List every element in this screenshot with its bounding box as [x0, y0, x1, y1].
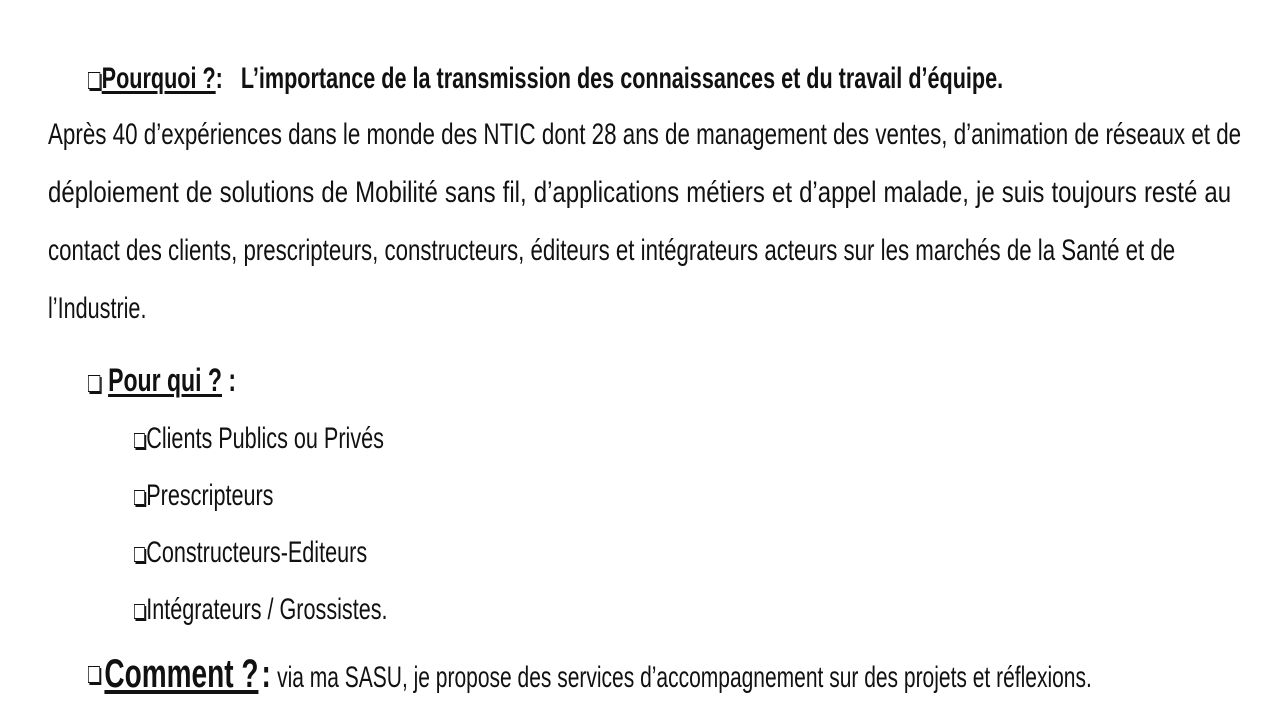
list-item: Prescripteurs: [134, 479, 328, 513]
list-item: Intégrateurs / Grossistes.: [134, 593, 486, 627]
heading-for-whom-colon: :: [228, 362, 237, 398]
heading-why-colon: :: [215, 62, 223, 95]
checkbox-bullet-icon: [134, 490, 145, 505]
heading-for-whom: [88, 362, 294, 399]
checkbox-bullet-icon: [88, 666, 100, 683]
checkbox-bullet-icon: [134, 547, 145, 562]
paragraph-line: contact des clients, prescripteurs, constructeurs, éditeurs et intégrateurs acteurs sur les marchés de la Santé et de: [48, 234, 1176, 267]
paragraph-line: l’Industrie.: [48, 292, 147, 325]
heading-why-title: L’importance de la transmission des connaissances et du travail d’équipe.: [240, 62, 1004, 95]
checkbox-bullet-icon: [134, 433, 145, 448]
paragraph-line: déploiement de solutions de Mobilité sans fil, d’applications métiers et d’appel malade, je suis toujours resté au: [48, 176, 1232, 209]
heading-why-label: Pourquoi ?: [101, 62, 216, 95]
heading-for-whom-label: Pour qui ?: [108, 362, 222, 398]
heading-how-label: Comment ?: [104, 652, 259, 696]
heading-how-text: via ma SASU, je propose des services d’accompagnement sur des projets et réflexions.: [277, 661, 1092, 694]
heading-why: [88, 62, 1280, 96]
paragraph-line: Après 40 d’expériences dans le monde des NTIC dont 28 ans de management des ventes, d’animation de réseaux et de: [48, 118, 1242, 151]
list-item: Clients Publics ou Privés: [134, 422, 481, 456]
checkbox-bullet-icon: [88, 72, 100, 89]
checkbox-bullet-icon: [134, 604, 145, 619]
heading-how: [88, 652, 1280, 697]
checkbox-bullet-icon: [88, 375, 100, 392]
list-item: Constructeurs-Editeurs: [134, 536, 458, 570]
heading-how-colon: :: [261, 652, 271, 696]
